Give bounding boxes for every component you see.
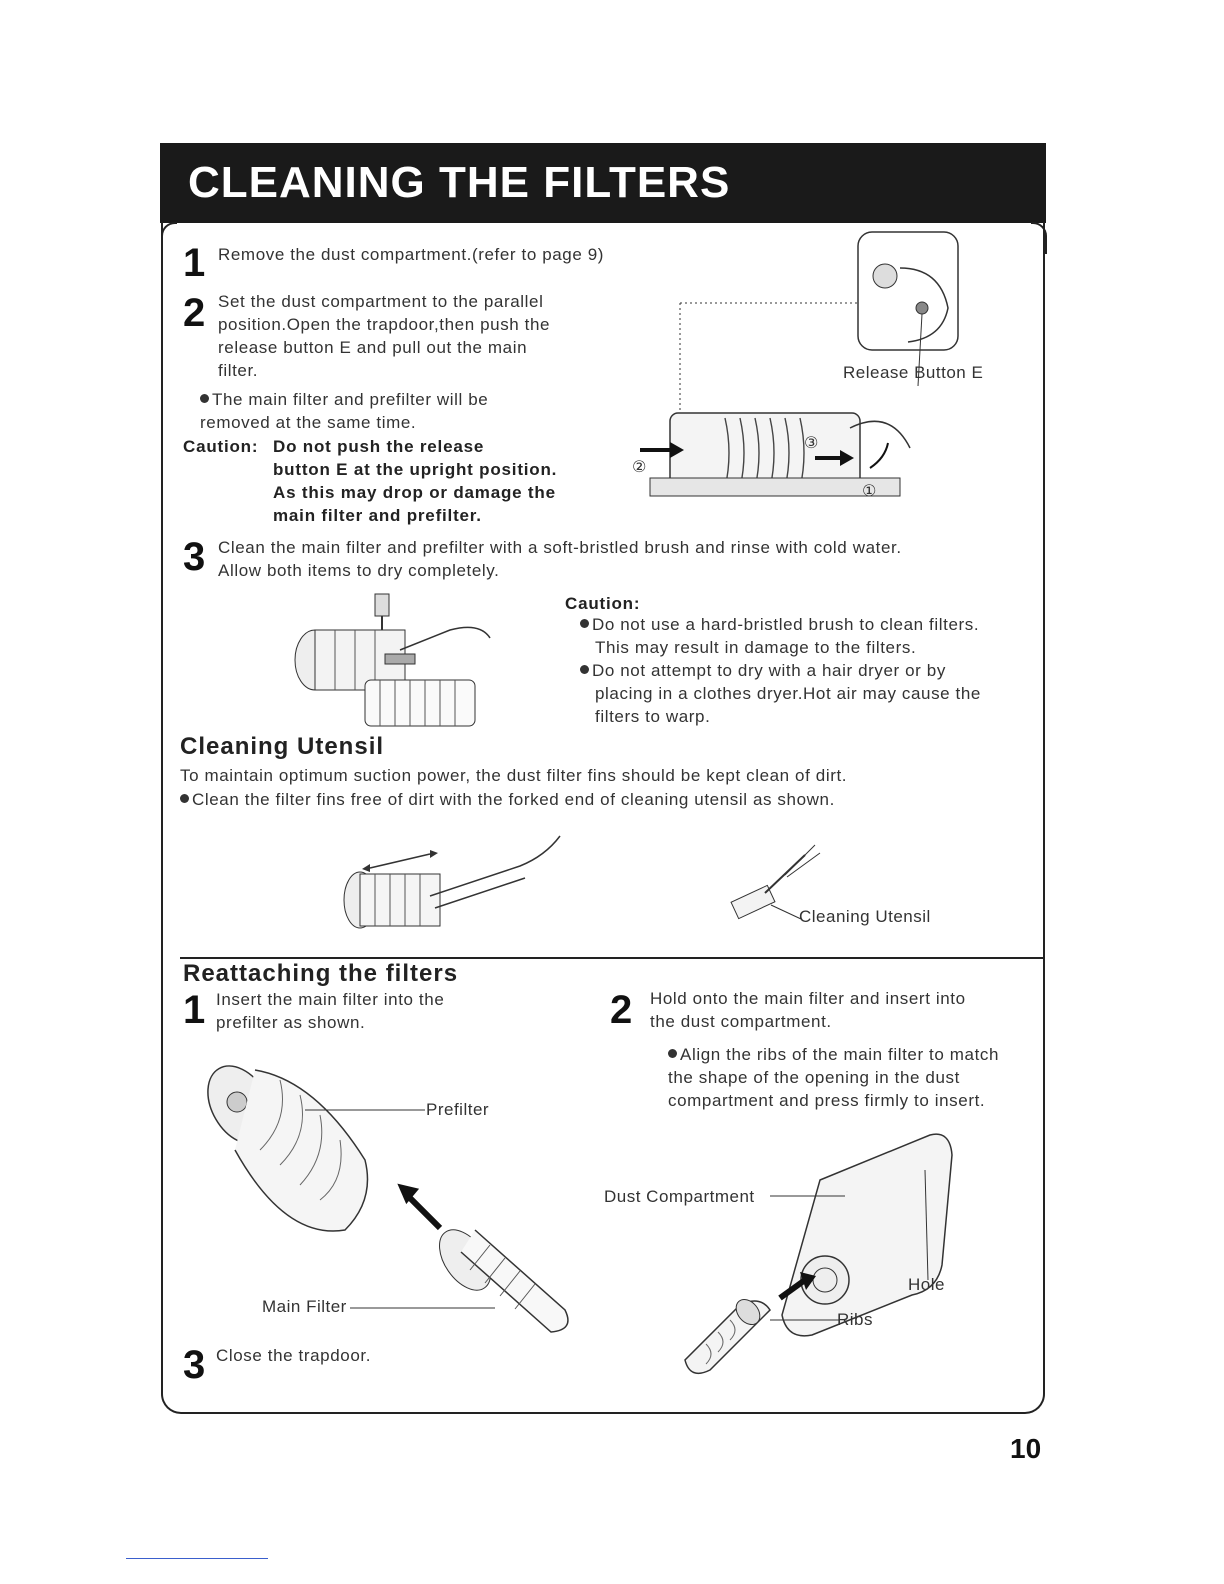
reattach-step-1-text: Insert the main filter into the prefilter as shown. <box>216 990 445 1032</box>
step-2-caution-label: Caution: <box>183 437 259 456</box>
reattach-step-2-number: 2 <box>610 988 633 1032</box>
reattach-step-3-number: 3 <box>183 1343 206 1387</box>
reattach-step-1-number: 1 <box>183 988 206 1032</box>
step-2-number: 2 <box>183 291 206 335</box>
page-title: CLEANING THE FILTERS <box>188 158 731 207</box>
step-3-caution-label: Caution: <box>565 594 641 613</box>
dust-compartment-label: Dust Compartment <box>604 1187 755 1206</box>
frame-corner-left <box>161 222 177 254</box>
cleaning-utensil-heading: Cleaning Utensil <box>180 733 385 760</box>
callout-3: ③ <box>804 435 819 452</box>
dust-compartment-insertion-illustration <box>670 1130 970 1390</box>
reattach-step-2-text: Hold onto the main filter and insert into the dust compartment. <box>650 989 966 1031</box>
footer-link-line <box>126 1558 268 1559</box>
step-3-caution-item-2: Do not attempt to dry with a hair dryer or by placing in a clothes dryer.Hot air may cause the filters to warp. <box>580 659 981 728</box>
bullet-icon <box>668 1049 677 1058</box>
callout-2: ② <box>632 459 647 476</box>
cleaning-utensil-text: To maintain optimum suction power, the dust filter fins should be kept clean of dirt. <box>180 766 848 785</box>
step-2-text: Set the dust compartment to the parallel position.Open the trapdoor,then push the release button E and pull out the main filter. <box>218 292 551 380</box>
bullet-icon <box>180 794 189 803</box>
reattach-step-3-text: Close the trapdoor. <box>216 1346 372 1365</box>
prefilter-label: Prefilter <box>426 1100 490 1119</box>
cleaning-utensil-label: Cleaning Utensil <box>799 907 931 926</box>
page-number: 10 <box>1010 1433 1042 1464</box>
step-3-caution-item-1: Do not use a hard-bristled brush to clean filters. This may result in damage to the filters. <box>580 613 979 659</box>
bullet-icon <box>580 665 589 674</box>
main-filter-label: Main Filter <box>262 1297 347 1316</box>
bullet-icon <box>580 619 589 628</box>
reattaching-heading: Reattaching the filters <box>183 960 459 987</box>
step-3-number: 3 <box>183 535 206 579</box>
step-3-text: Clean the main filter and prefilter with a soft-bristled brush and rinse with cold water. Allow both items to dry completely. <box>218 538 902 580</box>
bullet-icon <box>200 394 209 403</box>
step-2-bullet: The main filter and prefilter will be removed at the same time. <box>200 390 489 432</box>
step-1-number: 1 <box>183 241 206 285</box>
filter-washing-illustration <box>285 590 505 740</box>
step-1-text: Remove the dust compartment.(refer to page 9) <box>218 245 605 264</box>
cleaning-utensil-bullet: Clean the filter fins free of dirt with the forked end of cleaning utensil as shown. <box>180 788 835 811</box>
section-divider <box>180 957 1044 959</box>
utensil-cleaning-illustration <box>330 820 570 940</box>
hole-label: Hole <box>908 1275 945 1294</box>
filter-insertion-illustration <box>195 1050 585 1340</box>
step-2-caution-text: Do not push the release button E at the upright position. As this may drop or damage the main filter and prefilter. <box>273 437 558 525</box>
release-button-label: Release Button E <box>843 363 984 382</box>
reattach-step-2-bullet: Align the ribs of the main filter to match the shape of the opening in the dust compartment and press firmly to insert. <box>668 1045 1000 1110</box>
ribs-label: Ribs <box>837 1310 874 1329</box>
callout-1: ① <box>862 483 877 500</box>
